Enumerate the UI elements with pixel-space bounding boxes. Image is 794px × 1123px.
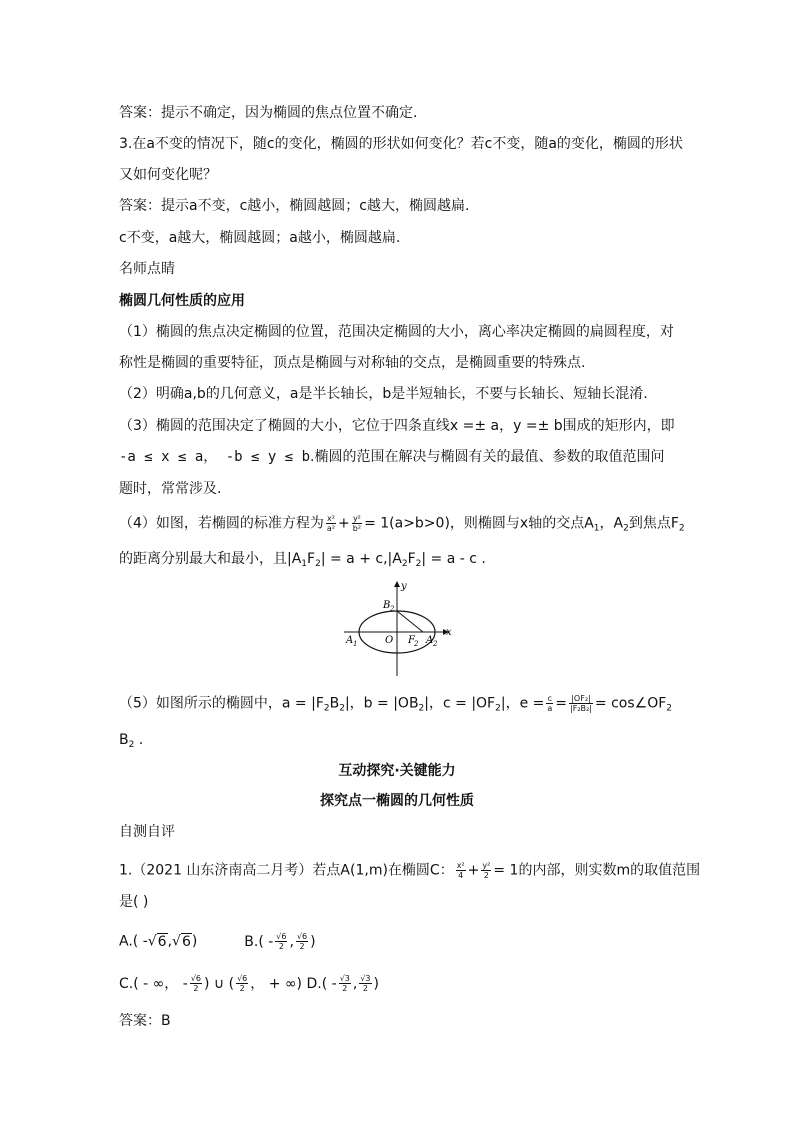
item-5-line-1 <box>119 694 672 718</box>
item-2: （2）明确a,b的几何意义，a是半长轴长，b是半短轴长，不要与长轴长、短轴长混淆. <box>119 386 648 402</box>
b-letter: B <box>119 732 129 748</box>
comma: , <box>167 933 173 950</box>
item-5-text: （5）如图所示的椭圆中，a = |F <box>119 695 324 712</box>
section-title: 互动探究·关键能力 <box>338 763 456 779</box>
subscript: 2 <box>128 740 135 750</box>
b-letter: B <box>329 695 340 712</box>
question-3-line-1: 3.在a不变的情况下，随c的变化，椭圆的形状如何变化？若c不变，随a的变化，椭圆的形状 <box>119 136 683 152</box>
fraction-sqrt6-2 <box>190 974 202 993</box>
self-test-label: 自测自评 <box>119 824 175 840</box>
equation-text: |，e = <box>500 695 545 712</box>
segment-b2-f2 <box>397 611 423 632</box>
separator: ，A <box>599 515 624 532</box>
equation-text: |，b = |OB <box>344 695 419 712</box>
item-4-line-2 <box>119 550 486 573</box>
frac-num: √3 <box>360 974 371 983</box>
subscript: 1 <box>593 523 600 534</box>
fraction-sqrt6-2 <box>236 974 248 993</box>
plus-sign: + <box>338 515 350 532</box>
period: . <box>134 732 144 748</box>
fraction-x2-4 <box>456 861 466 880</box>
item-1-line-1: （1）椭圆的焦点决定椭圆的位置，范围决定椭圆的大小，离心率决定椭圆的扁圆程度，对 <box>119 324 674 340</box>
frac-num: √6 <box>276 932 287 941</box>
subscript: 2 <box>666 703 673 714</box>
fraction-y2-2 <box>481 861 491 880</box>
frac-num: √6 <box>190 974 201 983</box>
item-3-line-1: （3）椭圆的范围决定了椭圆的大小，它位于四条直线x =± a，y =± b围成的矩形内，即 <box>119 418 675 434</box>
a2-subscript: 2 <box>433 640 438 648</box>
frac-den: 2 <box>193 984 199 993</box>
fraction-c-a <box>546 694 553 713</box>
item-3-line-3: 题时，常常涉及. <box>119 481 222 497</box>
frac-den: b² <box>352 524 362 533</box>
subscript: 2 <box>415 559 422 569</box>
paren: ) <box>373 975 379 992</box>
answer-line-1: 答案：提示不确定，因为椭圆的焦点位置不确定. <box>119 105 418 121</box>
fraction-sqrt3-2 <box>359 974 371 993</box>
fraction-sqrt6-2 <box>275 932 287 951</box>
item-5-line-2 <box>119 731 143 754</box>
frac-den: 2 <box>362 984 368 993</box>
union-text: ) ∪ ( <box>204 975 235 992</box>
answer-line-2: 答案：提示a不变，c越小，椭圆越圆；c越大，椭圆越扁. <box>119 198 470 214</box>
f2-subscript: 2 <box>414 640 419 648</box>
option-d <box>306 976 379 992</box>
sqrt-radicand: 6 <box>181 933 191 950</box>
option-c-text: C.( - ∞， - <box>119 975 188 992</box>
b2-label: B <box>383 600 391 611</box>
a2-label: A <box>426 635 434 646</box>
item-3-line-2 <box>119 448 664 466</box>
item-3-text: .椭圆的范围在解决与椭圆有关的最值、参数的取值范围问 <box>310 449 665 465</box>
focus-letter: F <box>407 551 416 567</box>
focus-text: 到焦点F <box>628 515 679 532</box>
plus-sign: + <box>467 862 480 879</box>
focus-letter: F <box>307 551 316 567</box>
origin-label: O <box>385 635 394 646</box>
y-axis-label: y <box>401 581 407 592</box>
subscript: 2 <box>495 703 501 714</box>
subscript: 2 <box>339 703 345 714</box>
question-1-line-2: 是( ) <box>119 894 149 910</box>
x-axis-label: x <box>446 627 452 638</box>
section-heading: 椭圆几何性质的应用 <box>119 293 245 309</box>
question-1-line-1 <box>119 861 700 880</box>
subscript: 2 <box>678 523 685 534</box>
frac-num: √6 <box>296 932 308 941</box>
frac-den: a² <box>326 524 336 533</box>
fraction-sqrt3-2 <box>339 974 351 993</box>
subscript: 2 <box>401 559 408 569</box>
frac-den: 2 <box>483 871 489 880</box>
frac-den: 2 <box>278 942 284 951</box>
item-4-line-1 <box>119 514 685 538</box>
option-b <box>244 934 315 950</box>
b2-subscript: 2 <box>390 605 395 613</box>
fraction-y2-b2 <box>352 514 362 533</box>
frac-den: 2 <box>239 984 245 993</box>
item-4-text: （4）如图，若椭圆的标准方程为 <box>119 515 324 532</box>
frac-num: √6 <box>237 974 248 983</box>
frac-num: √3 <box>339 974 350 983</box>
equation-text: |，c = |OF <box>424 695 496 712</box>
answer-line-3: c不变，a越大，椭圆越圆；a越小，椭圆越扁. <box>119 230 401 246</box>
subscript: 2 <box>418 703 425 714</box>
comma: , <box>289 933 294 950</box>
frac-num: x² <box>456 861 465 870</box>
option-a <box>119 933 197 950</box>
option-c <box>119 976 302 992</box>
frac-num: |OF₂| <box>569 694 593 704</box>
options-ab <box>119 932 316 951</box>
paren: ) <box>310 933 316 950</box>
fraction-sqrt6-2 <box>296 932 308 951</box>
question-3-line-2: 又如何变化呢？ <box>119 167 217 183</box>
options-cd <box>119 974 379 993</box>
a1-subscript: 1 <box>353 640 358 648</box>
ellipse-figure <box>340 578 460 678</box>
frac-num: c <box>547 694 553 703</box>
paren: ) <box>191 933 198 950</box>
cosine-text: = cos∠OF <box>594 695 667 712</box>
question-text: = 1的内部，则实数m的取值范围 <box>493 862 701 879</box>
frac-den: 2 <box>299 942 305 951</box>
subscript: 2 <box>623 523 629 534</box>
question-text: 1.（2021 山东济南高二月考）若点A(1,m)在椭圆C： <box>119 862 454 879</box>
fraction-x2-a2 <box>326 514 336 533</box>
equation-text: | = a + c,|A <box>320 551 402 567</box>
comma: , <box>352 975 358 992</box>
range-inequality: -a ≤ x ≤ a， -b ≤ y ≤ b <box>119 449 311 465</box>
teacher-tip-label: 名师点睛 <box>119 261 175 277</box>
f2-label: F <box>408 635 415 646</box>
frac-den: a <box>547 704 553 713</box>
item-1-line-2: 称性是椭圆的重要特征，顶点是椭圆与对称轴的交点，是椭圆重要的特殊点. <box>119 355 586 371</box>
paren: ， + ∞) <box>250 975 303 992</box>
option-a-text: A.( - <box>119 933 148 950</box>
option-b-text: B.( - <box>244 933 274 950</box>
sqrt-symbol: √ <box>147 933 157 950</box>
frac-den: 2 <box>342 984 348 993</box>
frac-num: y² <box>352 514 361 523</box>
equation-text: = 1(a>b>0)，则椭圆与x轴的交点A <box>364 515 594 532</box>
subscript: 1 <box>301 559 308 569</box>
section-subtitle: 探究点一椭圆的几何性质 <box>320 793 474 809</box>
equation-text: | = a - c . <box>421 551 486 567</box>
frac-den: |F₂B₂| <box>570 704 592 713</box>
final-answer: 答案：B <box>119 1013 171 1029</box>
sqrt-symbol: √ <box>172 933 181 950</box>
frac-num: y² <box>482 861 491 870</box>
item-4-text: 的距离分别最大和最小，且|A <box>119 551 302 567</box>
a1-label: A <box>346 635 354 646</box>
subscript: 2 <box>315 559 321 569</box>
frac-num: x² <box>327 514 335 523</box>
equals-sign: = <box>555 695 568 712</box>
sqrt-radicand: 6 <box>157 933 167 950</box>
subscript: 2 <box>323 703 330 714</box>
fraction-of2-f2b2 <box>569 694 593 713</box>
option-d-text: D.( - <box>306 975 337 992</box>
frac-den: 4 <box>458 871 464 880</box>
